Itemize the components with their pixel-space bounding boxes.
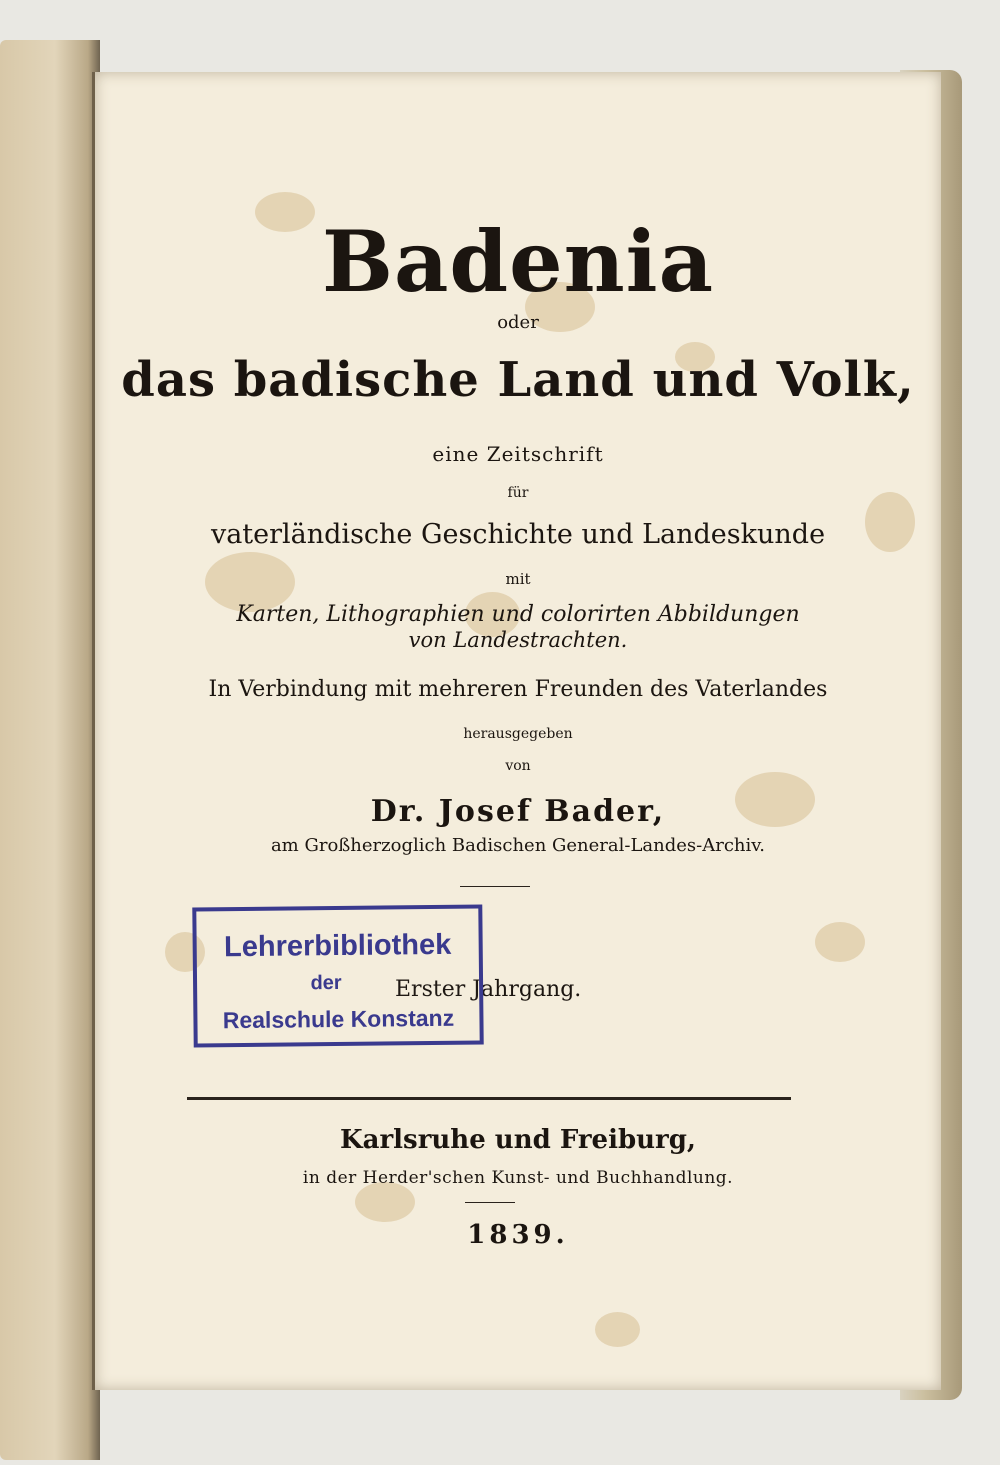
thick-divider [187,1097,791,1100]
publisher-name: in der Herder'schen Kunst- und Buchhandlung. [302,1168,734,1188]
cooperation-line: In Verbindung mit mehreren Freunden des Vaterlandes [208,677,828,702]
illustrations-line-1: Karten, Lithographien und colorirten Abbildungen [236,602,800,627]
illustrations-line-2: von Landestrachten. [408,628,628,652]
stamp-line-1: Lehrerbibliothek [223,928,452,964]
short-divider-1 [460,886,530,887]
short-divider-2 [465,1202,515,1203]
mit-text: mit [505,570,531,588]
zeitschrift-text: eine Zeitschrift [432,442,604,466]
book-title: Badenia [321,212,714,311]
title-page [92,72,941,1390]
publication-year: 1839. [467,1220,569,1250]
subtitle: das badische Land und Volk, [121,352,915,408]
author-affiliation: am Großherzoglich Badischen General-Landes-Archiv. [270,835,766,856]
von-text: von [505,758,531,774]
stamp-line-3: Realschule Konstanz [222,1004,455,1034]
library-stamp [192,904,483,1047]
fuer-text: für [507,485,529,501]
publisher-place: Karlsruhe und Freiburg, [340,1125,696,1155]
oder-text: oder [497,312,539,333]
author-name: Dr. Josef Bader, [370,794,666,829]
stamp-line-2: der [310,971,342,995]
herausgegeben-text: herausgegeben [463,726,573,742]
volume-line: Erster Jahrgang. [395,977,582,1002]
book-spine [0,40,100,1460]
topic: vaterländische Geschichte und Landeskunde [210,519,826,550]
